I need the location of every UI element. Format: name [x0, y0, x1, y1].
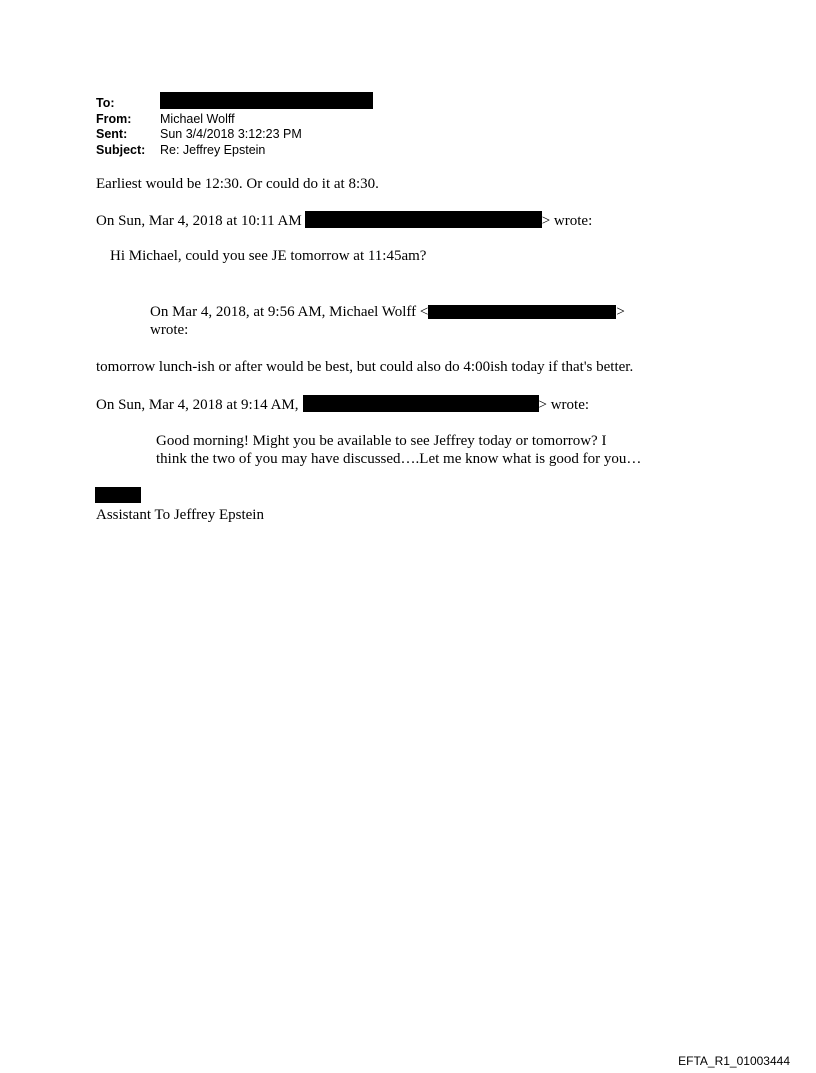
- reply-line: Earliest would be 12:30. Or could do it at 8:30.: [96, 176, 379, 192]
- quote2-prefix: On Mar 4, 2018, at 9:56 AM, Michael Wolff <: [150, 304, 429, 320]
- quote1-text: Hi Michael, could you see JE tomorrow at 11:45am?: [110, 248, 427, 264]
- subject-value: Re: Jeffrey Epstein: [160, 142, 266, 157]
- quote2-attribution: [150, 303, 625, 321]
- quote3-prefix: On Sun, Mar 4, 2018 at 9:14 AM,: [96, 397, 299, 413]
- quote3-attribution: [96, 395, 589, 414]
- quote1-suffix: > wrote:: [541, 213, 593, 229]
- sent-value: Sun 3/4/2018 3:12:23 PM: [160, 127, 302, 141]
- to-redaction: [160, 92, 373, 109]
- quote2-wrote: wrote:: [150, 322, 189, 338]
- sent-label: Sent:: [96, 127, 128, 141]
- quote2-text: tomorrow lunch-ish or after would be best, but could also do 4:00ish today if that's better.: [96, 359, 634, 375]
- quote3-email-redaction: [303, 395, 539, 412]
- document-id: EFTA_R1_01003444: [678, 1054, 790, 1068]
- quote2-email-redaction: [428, 305, 616, 319]
- quote3-line2: think the two of you may have discussed….Let me know what is good for you…: [156, 451, 642, 467]
- signature-name-redaction: [95, 487, 141, 503]
- signature-title: Assistant To Jeffrey Epstein: [96, 507, 264, 523]
- quote1-attribution: [96, 211, 592, 230]
- quote3-suffix: > wrote:: [538, 397, 590, 413]
- quote3-line1: Good morning! Might you be available to see Jeffrey today or tomorrow? I: [156, 433, 607, 449]
- from-label: From:: [96, 111, 132, 126]
- from-value: Michael Wolff: [160, 111, 235, 126]
- subject-label: Subject:: [96, 142, 146, 157]
- quote1-email-redaction: [305, 211, 542, 228]
- quote1-prefix: On Sun, Mar 4, 2018 at 10:11 AM: [96, 213, 302, 229]
- to-label: To:: [96, 96, 115, 110]
- quote2-suffix: >: [616, 304, 625, 320]
